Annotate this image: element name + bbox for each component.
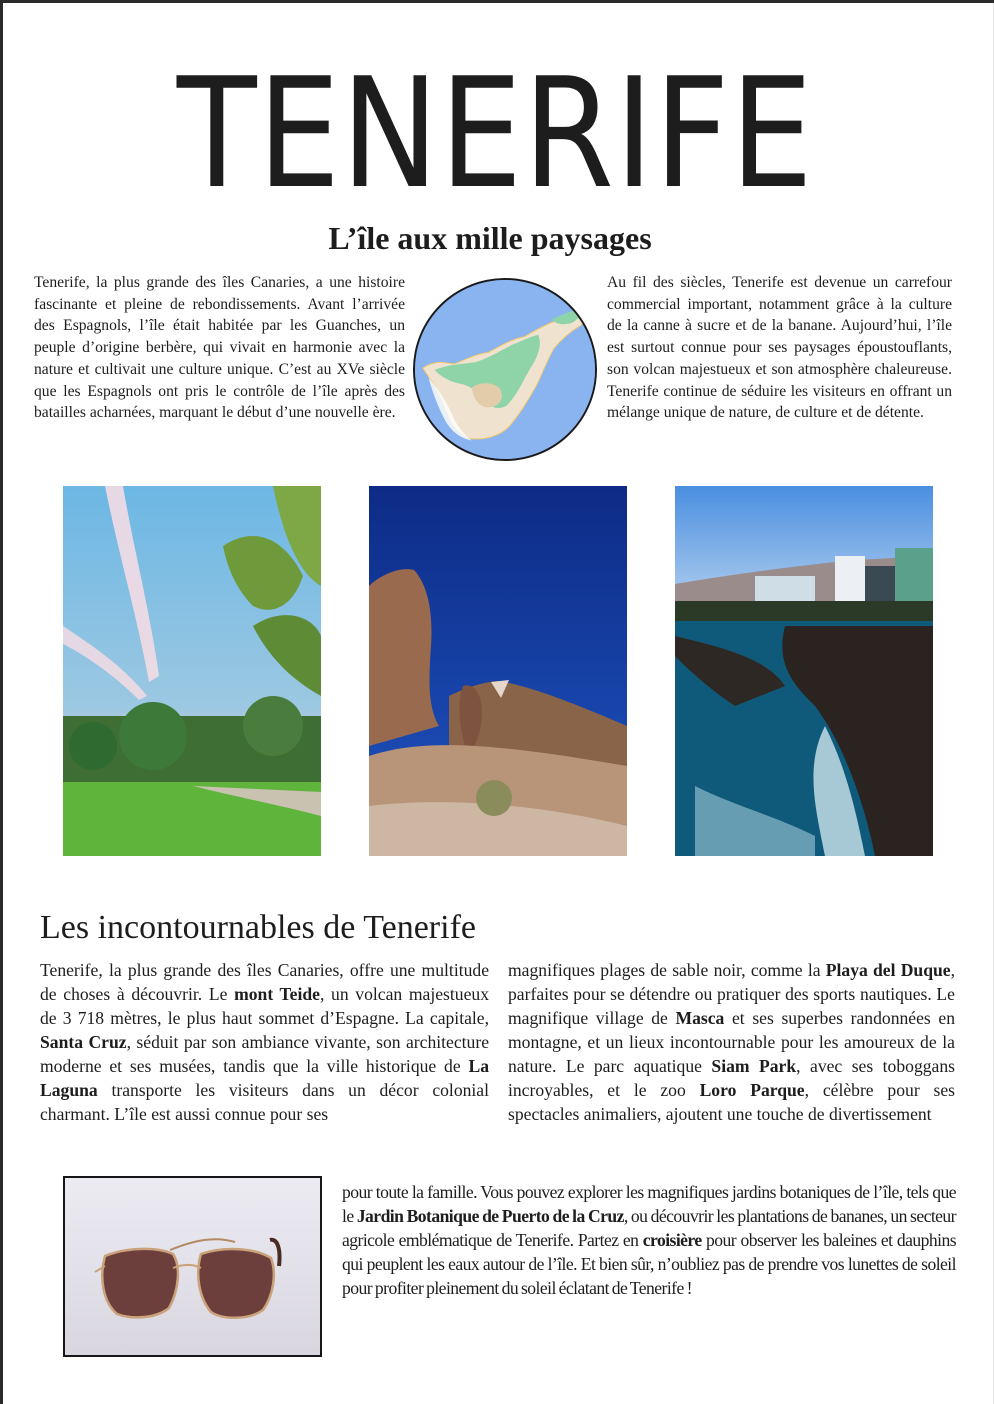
coast-puerto-photo: [675, 486, 933, 856]
highlight-loro-parque: Loro Parque: [699, 1080, 805, 1100]
highlight-croisiere: croisière: [642, 1230, 702, 1250]
highlight-playa-del-duque: Playa del Duque: [825, 960, 951, 980]
teide-rocks-photo: [369, 486, 627, 856]
highlights-right-paragraph: [508, 958, 955, 1126]
text-run: pour toute la famille. Vous pouvez explorer les magnifiques jardins botaniques de l’île, tels que le: [342, 1182, 956, 1226]
text-run: , avec ses toboggans incroyables, et le zoo: [508, 1056, 955, 1100]
page-border-top: [0, 0, 994, 3]
text-run: , séduit par son ambiance vivante, son architecture moderne et ses musées, tandis que la ville historique de: [40, 1032, 490, 1076]
page-title: TENERIFE: [176, 45, 814, 222]
text-run: magnifiques plages de sable noir, comme la: [508, 960, 826, 980]
text-run: , ou découvrir les plantations de bananes, un secteur agricole emblématique de Tenerife. Partez en: [342, 1206, 956, 1250]
highlight-jardin-botanique: Jardin Botanique de Puerto de la Cruz: [356, 1206, 624, 1226]
highlight-masca: Masca: [675, 1008, 725, 1028]
highlight-la-laguna: La Laguna: [40, 1056, 489, 1100]
text-run: et ses superbes randonnées en montagne, et un lieux incontournable pour les amoureux de la nature. Le parc aquatique: [508, 1008, 955, 1076]
text-run: pour observer les baleines et dauphins qui peuplent les eaux autour de l’île. Et bien sûr, n’oubliez pas de prendre vos lunettes de soleil pour profiter pleinement du soleil éclatant de Tenerife !: [342, 1230, 956, 1298]
intro-right-paragraph: Au fil des siècles, Tenerife est devenue un carrefour commercial important, notamment grâce à la culture de la canne à sucre et de la banane. Aujourd’hui, l’île est surtout connue pour ses paysages époustouflants, son volcan majestueux et son atmosphère chaleureuse. Tenerife continue de séduire les visiteurs en offrant un mélange unique de nature, de culture et de détente.: [607, 274, 952, 422]
sunglasses-photo: [63, 1176, 322, 1357]
highlight-santa-cruz: Santa Cruz: [40, 1032, 127, 1052]
highlights-left-paragraph: [40, 958, 489, 1126]
text-run: , parfaites pour se détendre ou pratiquer des sports nautiques. Le magnifique village de: [508, 960, 955, 1028]
intro-left-paragraph: Tenerife, la plus grande des îles Canaries, a une histoire fascinante et pleine de rebondissements. Avant l’arrivée des Espagnols, l’île était habitée par les Guanches, un peuple d’origine berbère, qui vivait en harmonie avec la nature et cultivait une culture unique. C’est au XVe siècle que les Espagnols ont pris le contrôle de l’île après des batailles acharnées, marquant le début d’une nouvelle ère.: [34, 274, 405, 422]
highlight-mont-teide: mont Teide: [234, 984, 320, 1004]
highlight-siam-park: Siam Park: [711, 1056, 797, 1076]
highlights-bottom-paragraph: [342, 1180, 956, 1300]
text-run: Tenerife, la plus grande des îles Canaries, offre une multitude de choses à découvrir. Le: [40, 960, 489, 1004]
section-heading: Les incontournables de Tenerife: [40, 909, 476, 946]
garden-palm-photo: [63, 486, 321, 856]
tenerife-map-image: [413, 278, 597, 461]
page-subtitle: L’île aux mille paysages: [328, 220, 652, 256]
text-run: , célèbre pour ses spectacles animaliers, ajoutent une touche de divertissement: [508, 1080, 955, 1124]
text-run: transporte les visiteurs dans un décor colonial charmant. L’île est aussi connue pour ses: [40, 1080, 489, 1124]
page-border-left: [0, 0, 3, 1404]
text-run: , un volcan majestueux de 3 718 mètres, le plus haut sommet d’Espagne. La capitale,: [40, 984, 489, 1028]
